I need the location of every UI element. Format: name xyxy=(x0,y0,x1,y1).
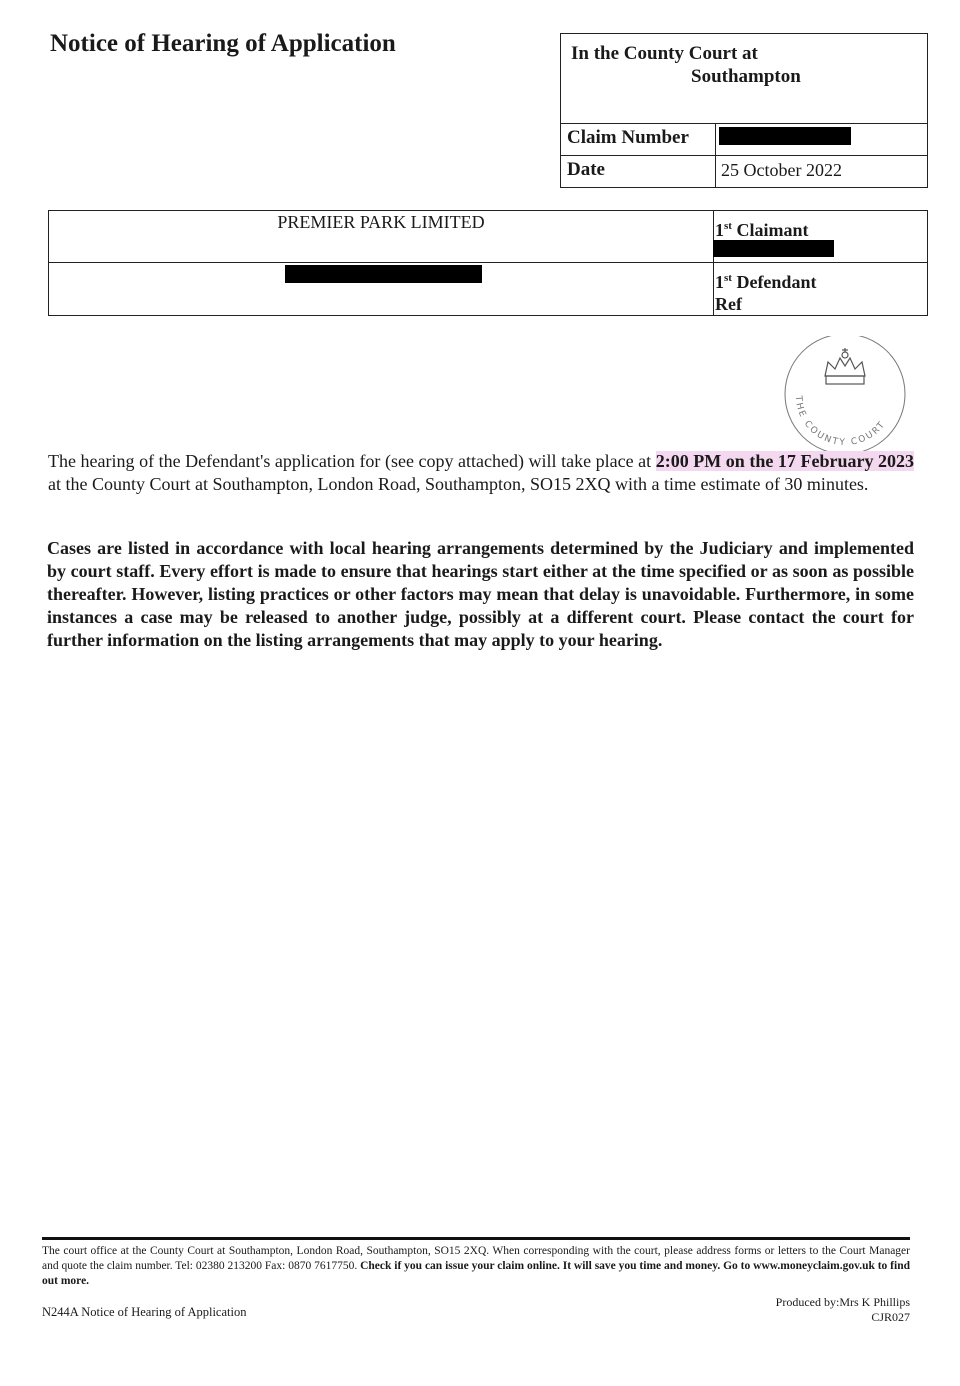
court-heading-line2: Southampton xyxy=(691,66,801,87)
crown-icon xyxy=(825,348,865,384)
court-details-box xyxy=(560,33,928,188)
claimant-role: 1st Claimant xyxy=(715,220,809,240)
hearing-datetime: 2:00 PM on the 17 February 2023 xyxy=(655,451,915,471)
hearing-paragraph xyxy=(48,450,914,495)
defendant-name-redaction xyxy=(285,265,482,283)
hearing-text-start: The hearing of the Defendant's application for (see copy attached) will take place at xyxy=(48,451,652,471)
produced-by xyxy=(776,1295,910,1325)
county-court-seal xyxy=(782,336,908,452)
court-heading-line1: In the County Court at xyxy=(571,43,758,64)
form-reference: N244A Notice of Hearing of Application xyxy=(42,1305,247,1319)
page-title: Notice of Hearing of Application xyxy=(50,30,396,57)
defendant-role: 1st Defendant Ref xyxy=(715,272,817,314)
claim-number-label: Claim Number xyxy=(567,127,689,148)
footer-divider xyxy=(42,1237,910,1240)
date-label: Date xyxy=(567,159,605,180)
footer-contact-text: The court office at the County Court at Southampton, London Road, Southampton, SO15 2XQ. When corresponding with the court, please address forms or letters to the Court Manager and quote the claim number. Tel: 02380 213200 Fax: 0870 7617750. xyxy=(42,1245,910,1272)
produced-by-name: Produced by:Mrs K Phillips xyxy=(775,1295,910,1309)
listing-notice: Cases are listed in accordance with local hearing arrangements determined by the Judiciary and implemented by court staff. Every effort is made to ensure that hearings start either at the time specified or as soon as possible thereafter. However, listing practices or other factors may mean that delay is unavoidable. Furthermore, in some instances a case may be released to another judge, possibly at a different court. Please contact the court for further information on the listing arrangements that may apply to your hearing. xyxy=(47,538,914,650)
footer-contact xyxy=(42,1244,910,1289)
court-heading xyxy=(571,42,801,88)
document-code: CJR027 xyxy=(871,1310,910,1324)
seal-text: THE COUNTY COURT xyxy=(792,395,889,449)
parties-table xyxy=(48,210,928,316)
date-value: 25 October 2022 xyxy=(721,160,842,180)
claim-number-row xyxy=(561,123,927,156)
claimant-ref-redaction xyxy=(713,240,834,257)
date-row xyxy=(561,155,927,188)
claim-number-redaction xyxy=(719,127,851,145)
footer-online-notice: Check if you can issue your claim online. It will save you time and money. Go to www.moneyclaim.gov.uk to find out more. xyxy=(42,1260,911,1287)
hearing-text-end: at the County Court at Southampton, London Road, Southampton, SO15 2XQ with a time estimate of 30 minutes. xyxy=(48,473,869,494)
claimant-name: PREMIER PARK LIMITED xyxy=(277,212,485,232)
